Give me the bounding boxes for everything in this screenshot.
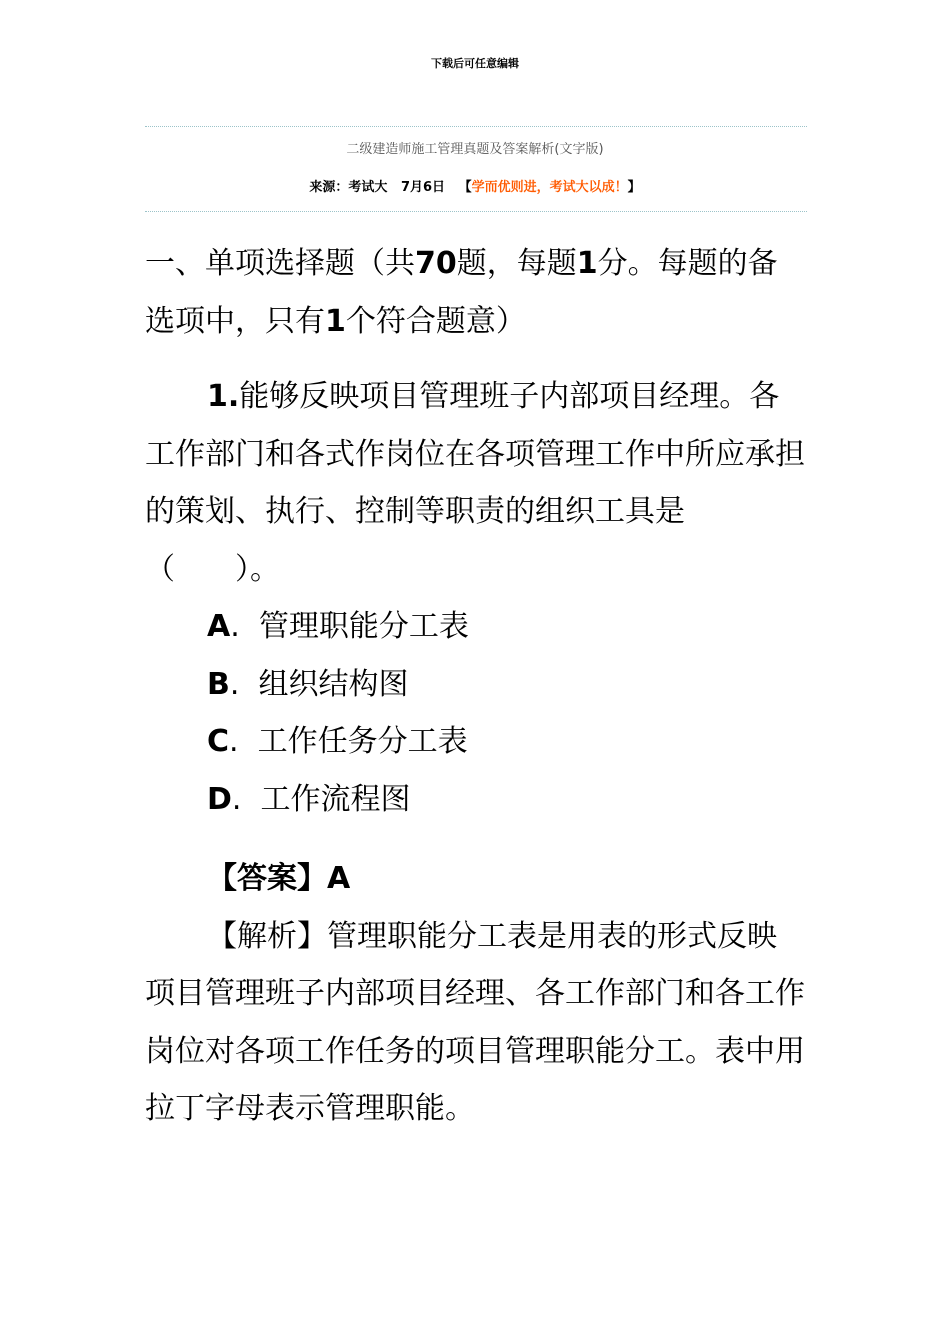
heading-part-1: 一、单项选择题（共 (145, 246, 415, 281)
question-number: 1. (207, 379, 240, 414)
section-heading (145, 235, 805, 350)
question-score: 1 (576, 246, 598, 281)
option-separator: . (229, 666, 240, 702)
slogan-close: 】 (627, 180, 641, 195)
divider-bottom (145, 211, 807, 212)
option-a (145, 598, 805, 656)
option-separator: . (229, 724, 239, 759)
document-body (145, 235, 805, 1138)
option-text: 工作任务分工表 (257, 724, 468, 759)
option-separator: . (231, 781, 242, 817)
analysis-label: 【解析】 (207, 918, 327, 954)
option-b (145, 656, 805, 714)
divider-top (145, 126, 807, 127)
heading-part-3: 分。每题的备选项中，只有 (145, 246, 778, 339)
option-letter: A (207, 609, 231, 644)
option-separator: . (230, 609, 240, 644)
heading-part-4: 个符合题意） (345, 303, 526, 339)
answer-label: 【答案】 (207, 861, 327, 896)
analysis-text: 管理职能分工表是用表的形式反映项目管理班子内部项目经理、各工作部门和各工作岗位对各项工作任务的项目管理职能分工。表中用拉丁字母表示管理职能。 (145, 918, 805, 1126)
source-date: 7月6日 (400, 180, 446, 195)
top-note: 下载后可任意编辑 (431, 57, 519, 70)
correct-count: 1 (325, 303, 346, 339)
question-count: 70 (415, 246, 457, 281)
option-c (145, 713, 805, 771)
source-label: 来源：考试大 (309, 180, 388, 195)
question-text: 能够反映项目管理班子内部项目经理。各工作部门和各式作岗位在各项管理工作中所应承担的策划、执行、控制等职责的组织工具是（ ）。 (145, 379, 805, 587)
source-line (0, 179, 950, 197)
question-stem (145, 368, 805, 598)
option-text: 工作流程图 (260, 781, 411, 817)
option-text: 管理职能分工表 (258, 609, 469, 644)
answer-value: A (327, 861, 351, 896)
option-letter: C (207, 724, 230, 759)
option-letter: D (207, 781, 232, 817)
heading-part-2: 题，每题 (456, 246, 577, 281)
answer-line (145, 850, 805, 908)
analysis-paragraph (145, 908, 805, 1138)
option-text: 组织结构图 (258, 666, 409, 702)
document-title: 二级建造师施工管理真题及答案解析(文字版) (346, 142, 604, 157)
slogan: 学而优则进，考试大以成！ (471, 180, 628, 195)
option-letter: B (207, 666, 230, 702)
option-d (145, 771, 805, 829)
slogan-open: 【 (458, 180, 472, 195)
